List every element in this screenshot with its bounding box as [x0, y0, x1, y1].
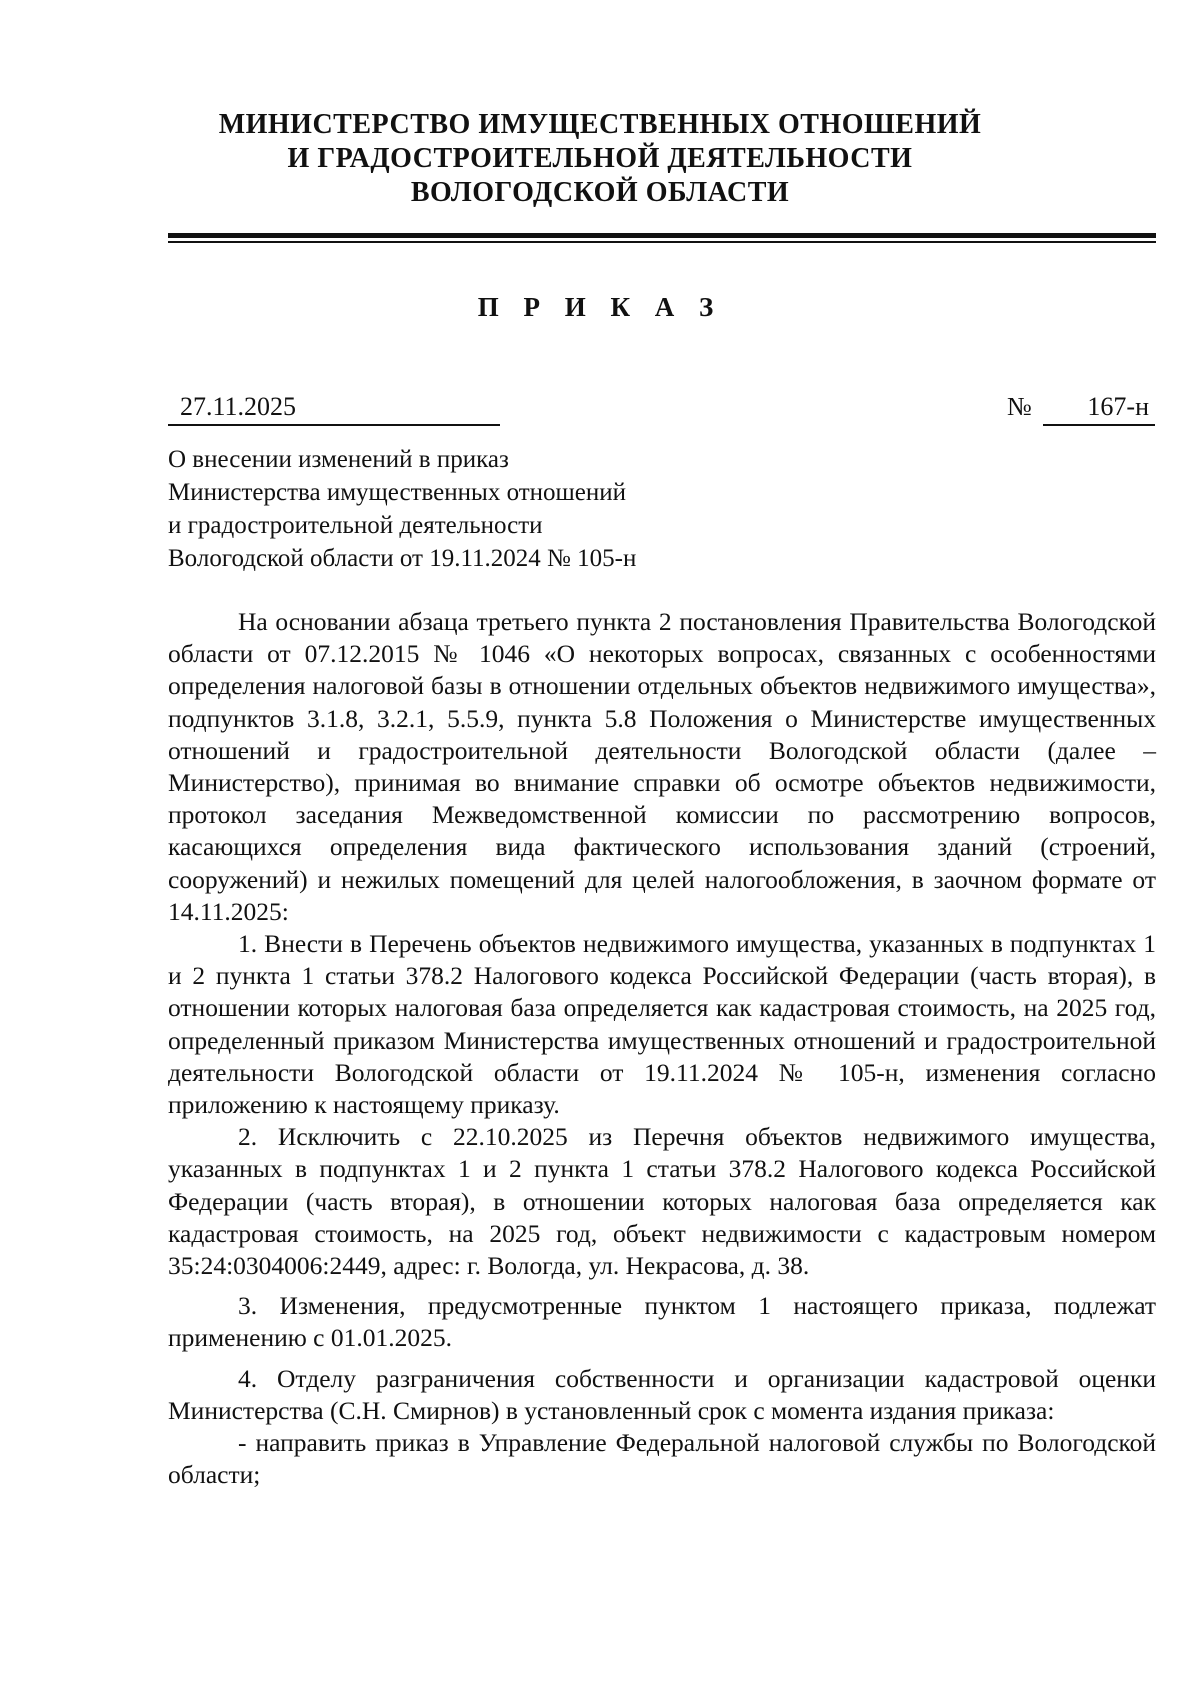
document-number-field	[1043, 390, 1155, 426]
number-sign: №	[1007, 392, 1032, 421]
ministry-name-line-3: ВОЛОГОДСКОЙ ОБЛАСТИ	[410, 177, 790, 208]
ministry-name-line-1: МИНИСТЕРСТВО ИМУЩЕСТВЕННЫХ ОТНОШЕНИЙ	[218, 109, 982, 140]
item-4-sub-1-paragraph: - направить приказ в Управление Федеральной налоговой службы по Вологодской области;	[168, 1428, 1156, 1490]
ministry-name-line-2: И ГРАДОСТРОИТЕЛЬНОЙ ДЕЯТЕЛЬНОСТИ	[287, 143, 913, 174]
subject-line-3: и градостроительной деятельности	[168, 512, 543, 539]
subject-line-4: Вологодской области от 19.11.2024 № 105-н	[168, 545, 637, 572]
document-date-field	[168, 390, 500, 426]
ministry-header	[0, 108, 1200, 210]
header-rule-thick	[168, 233, 1156, 238]
item-2-paragraph: 2. Исключить с 22.10.2025 из Перечня объектов недвижимого имущества, указанных в подпунктах 1 и 2 пункта 1 статьи 378.2 Налогового кодекса Российской Федерации (часть вторая), в отношении которых налоговая база определяется как кадастровая стоимость, на 2025 год, объект недвижимости с кадастровым номером 35:24:0304006:2449, адрес: г. Вологда, ул. Некрасова, д. 38.	[168, 1122, 1156, 1281]
preamble-paragraph: На основании абзаца третьего пункта 2 постановления Правительства Вологодской области от 07.12.2015 № 1046 «О некоторых вопросах, связанных с особенностями определения налоговой базы в отношении отдельных объектов недвижимого имущества», подпунктов 3.1.8, 3.2.1, 5.5.9, пункта 5.8 Положения о Министерстве имущественных отношений и градостроительной деятельности Вологодской области (далее – Министерство), принимая во внимание справки об осмотре объектов недвижимости, протокол заседания Межведомственной комиссии по рассмотрению вопросов, касающихся определения вида фактического использования зданий (строений, сооружений) и нежилых помещений для целей налогообложения, в заочном формате от 14.11.2025:	[168, 607, 1156, 926]
document-date: 27.11.2025	[180, 392, 297, 421]
item-4-paragraph: 4. Отделу разграничения собственности и организации кадастровой оценки Министерства (С.Н. Смирнов) в установленный срок с момента издания приказа:	[168, 1363, 1156, 1425]
document-number: 167-н	[1087, 392, 1149, 421]
item-3-paragraph: 3. Изменения, предусмотренные пунктом 1 настоящего приказа, подлежат применению с 01.01.2025.	[168, 1291, 1156, 1353]
document-subject	[168, 443, 808, 575]
document-type-title: П Р И К А З	[477, 292, 723, 322]
item-1-paragraph: 1. Внести в Перечень объектов недвижимого имущества, указанных в подпунктах 1 и 2 пункта 1 статьи 378.2 Налогового кодекса Российской Федерации (часть вторая), в отношении которых налоговая база определяется как кадастровая стоимость, на 2025 год, определенный приказом Министерства имущественных отношений и градостроительной деятельности Вологодской области от 19.11.2024 № 105-н, изменения согласно приложению к настоящему приказу.	[168, 929, 1156, 1120]
document-body	[168, 606, 1156, 1491]
header-rule-thin	[168, 241, 1156, 243]
subject-line-1: О внесении изменений в приказ	[168, 446, 509, 473]
subject-line-2: Министерства имущественных отношений	[168, 479, 627, 506]
